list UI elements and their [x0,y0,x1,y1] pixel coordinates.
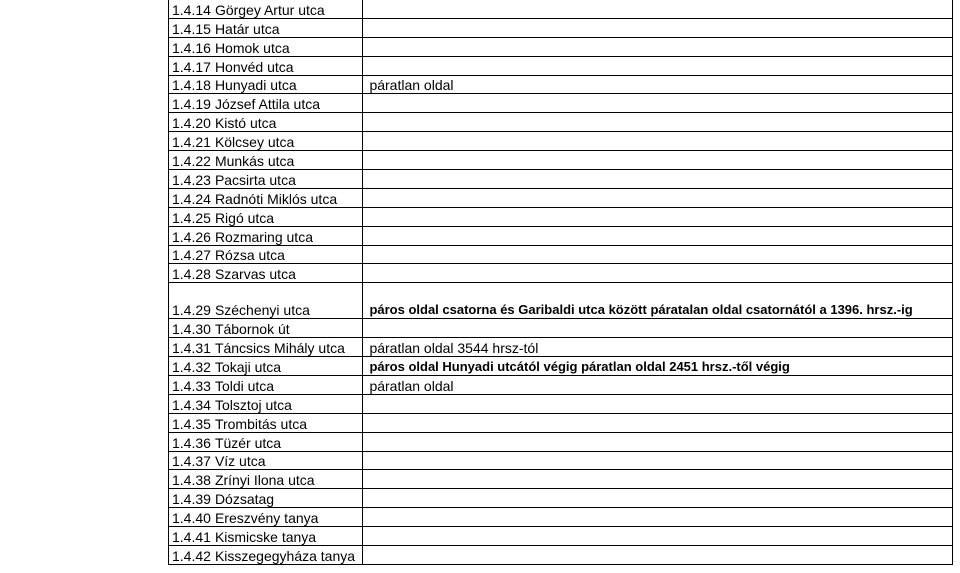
table-row [169,451,953,470]
street-name: Kismicske tanya [213,527,363,546]
section-number: 1.4.29 [169,283,213,319]
street-name: Víz utca [213,451,363,470]
table-row [169,188,953,207]
section-number: 1.4.31 [169,338,213,357]
street-note [363,451,953,470]
street-name: Dózsatag [213,489,363,508]
street-note: páros oldal csatorna és Garibaldi utca között páratalan oldal csatornától a 1396. hrsz.-ig [363,283,953,319]
table-row [169,170,953,189]
section-number: 1.4.25 [169,207,213,226]
street-note [363,413,953,432]
table-row [169,245,953,264]
table-row [169,357,953,376]
section-number: 1.4.33 [169,376,213,395]
table-row [169,319,953,338]
street-note: páratlan oldal [363,376,953,395]
street-name: Tüzér utca [213,432,363,451]
street-note [363,432,953,451]
table-row [169,527,953,546]
section-number: 1.4.26 [169,226,213,245]
table-row [169,75,953,94]
street-note [363,207,953,226]
section-number: 1.4.38 [169,470,213,489]
street-note [363,188,953,207]
table-row [169,132,953,151]
section-number: 1.4.41 [169,527,213,546]
street-name: Határ utca [213,18,363,37]
street-name: Rózsa utca [213,245,363,264]
street-name: Táncsics Mihály utca [213,338,363,357]
section-number: 1.4.28 [169,264,213,283]
section-number: 1.4.14 [169,0,213,18]
section-number: 1.4.22 [169,151,213,170]
table-row [169,0,953,18]
section-number: 1.4.35 [169,413,213,432]
section-number: 1.4.32 [169,357,213,376]
street-name: Széchenyi utca [213,283,363,319]
street-note [363,470,953,489]
street-note: páratlan oldal [363,75,953,94]
table-row [169,394,953,413]
table-row [169,376,953,395]
street-name: Szarvas utca [213,264,363,283]
table-row [169,470,953,489]
section-number: 1.4.34 [169,394,213,413]
street-name: Trombitás utca [213,413,363,432]
street-name: Tolsztoj utca [213,394,363,413]
street-note [363,132,953,151]
street-name: Toldi utca [213,376,363,395]
street-name: Hunyadi utca [213,75,363,94]
section-number: 1.4.18 [169,75,213,94]
section-number: 1.4.39 [169,489,213,508]
street-note [363,37,953,56]
street-name: Rozmaring utca [213,226,363,245]
table-row [169,37,953,56]
street-note [363,394,953,413]
section-number: 1.4.42 [169,546,213,565]
street-note [363,226,953,245]
table-row [169,56,953,75]
table-row [169,413,953,432]
section-number: 1.4.37 [169,451,213,470]
table-row [169,508,953,527]
street-name: Kistó utca [213,113,363,132]
street-name: Kölcsey utca [213,132,363,151]
street-name: Tokaji utca [213,357,363,376]
street-name: Rigó utca [213,207,363,226]
section-number: 1.4.19 [169,94,213,113]
street-note [363,0,953,18]
table-row [169,207,953,226]
street-name: Ereszvény tanya [213,508,363,527]
street-name: Honvéd utca [213,56,363,75]
street-note [363,18,953,37]
table-row [169,432,953,451]
street-name: Pacsirta utca [213,170,363,189]
table-row [169,151,953,170]
street-name: Munkás utca [213,151,363,170]
table-row [169,283,953,319]
table-row [169,338,953,357]
section-number: 1.4.24 [169,188,213,207]
street-name: Homok utca [213,37,363,56]
table-row [169,94,953,113]
section-number: 1.4.17 [169,56,213,75]
street-note [363,113,953,132]
section-number: 1.4.20 [169,113,213,132]
street-note: páratlan oldal 3544 hrsz-tól [363,338,953,357]
section-number: 1.4.15 [169,18,213,37]
street-note [363,170,953,189]
street-note [363,489,953,508]
street-note [363,508,953,527]
street-note: páros oldal Hunyadi utcától végig páratlan oldal 2451 hrsz.-től végig [363,357,953,376]
table-row [169,113,953,132]
street-name: Görgey Artur utca [213,0,363,18]
section-number: 1.4.30 [169,319,213,338]
table-row [169,18,953,37]
section-number: 1.4.40 [169,508,213,527]
street-list-body [169,0,953,564]
table-row [169,264,953,283]
table-row [169,489,953,508]
street-note [363,527,953,546]
section-number: 1.4.21 [169,132,213,151]
section-number: 1.4.23 [169,170,213,189]
street-note [363,151,953,170]
street-note [363,245,953,264]
street-name: Radnóti Miklós utca [213,188,363,207]
section-number: 1.4.16 [169,37,213,56]
street-note [363,264,953,283]
street-name: Zrínyi Ilona utca [213,470,363,489]
street-name: Tábornok út [213,319,363,338]
street-name: Kisszegegyháza tanya [213,546,363,565]
street-note [363,94,953,113]
section-number: 1.4.36 [169,432,213,451]
street-list-table [168,0,953,565]
table-row [169,226,953,245]
street-note [363,56,953,75]
street-note [363,319,953,338]
street-note [363,546,953,565]
section-number: 1.4.27 [169,245,213,264]
street-name: József Attila utca [213,94,363,113]
table-row [169,546,953,565]
